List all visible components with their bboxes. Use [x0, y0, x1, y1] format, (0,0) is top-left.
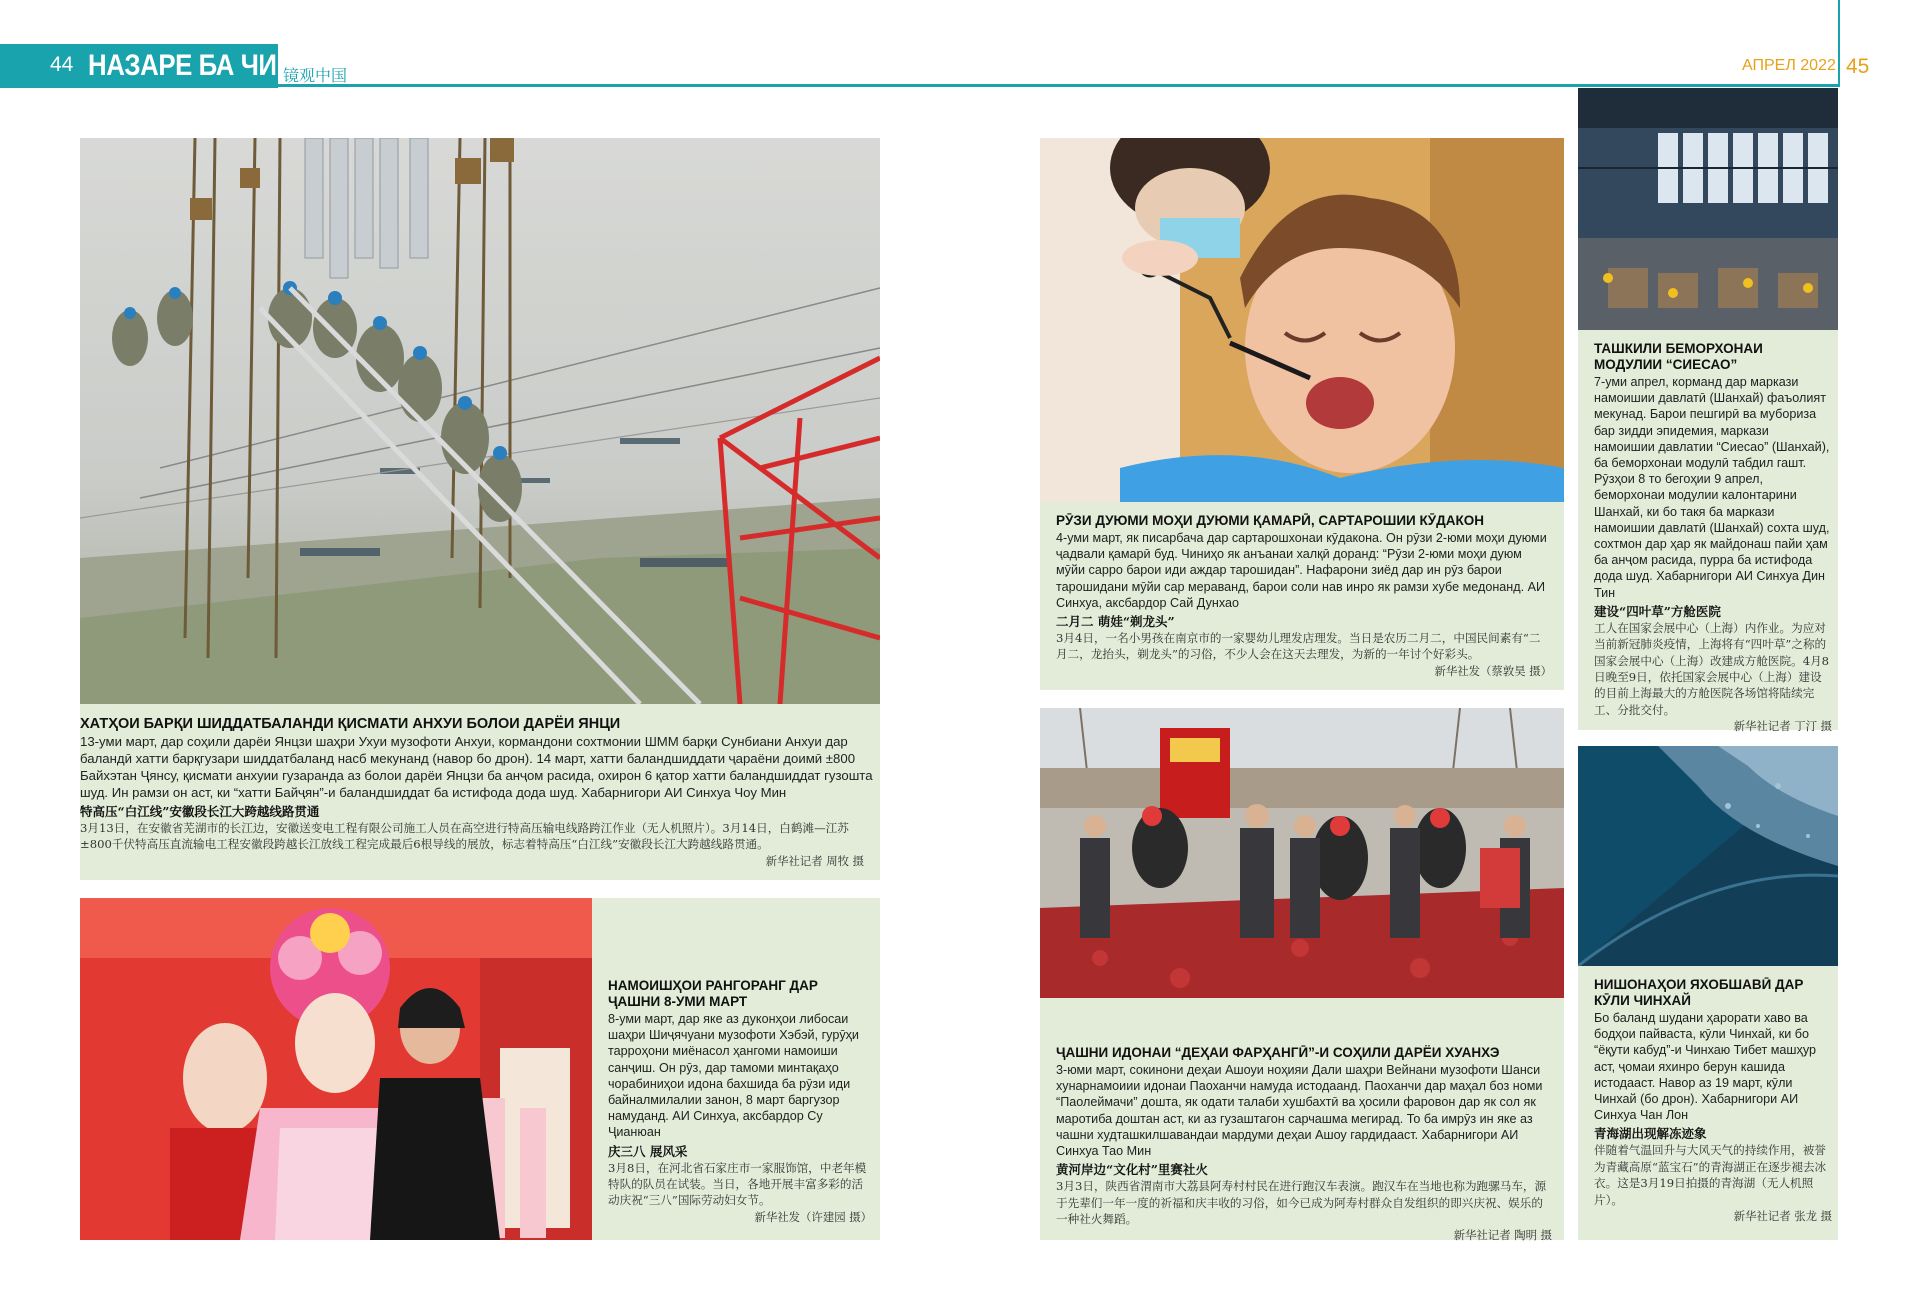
story-credit: 新华社记者 丁汀 摄: [1733, 719, 1832, 734]
story-credit: 新华社发（许建园 摄）: [754, 1209, 872, 1224]
caption-festival: [1056, 1045, 1552, 1243]
story-zh-body: 工人在国家会展中心（上海）内作业。为应对当前新冠肺炎疫情，上海将有“四叶草”之称的国家会展中心（上海）改建成方舱医院。4月8日晚至9日，依托国家会展中心（上海）建设的目前上海最大的方舱医院各场馆将陆续完工、分批交付。: [1594, 620, 1830, 717]
story-title: ТАШКИЛИ БЕМОРХОНАИ МОДУЛИИ “СИЕСАО”: [1594, 341, 1763, 372]
story-zh-title: 特高压“白江线”安徽段长江大跨越线路贯通: [80, 804, 320, 819]
story-body: Бо баланд шудани ҳарорати хаво ва бодҳои пайваста, кӯли Чинхай, ки бо “ёқути кабуд”-и Чинхаю Тибет машҳур аст, ҷомаи яхинро берун кашида истодааст. Навор аз 19 март, кӯли Чинхай (бо дрон). Хабарнигори АИ Синхуа Чан Лон: [1594, 1011, 1816, 1123]
story-zh-title: 建设“四叶草”方舱医院: [1594, 603, 1721, 619]
story-zh-title: 庆三八 展风采: [608, 1143, 688, 1159]
story-body: 13-уми март, дар соҳили дарёи Янцзи шаҳри Ухуи музофоти Анхуи, кормандони сохтмонии ШММ барқи Сунбиани Анхуи дар баландӣ хатти барқгузари шиддатбаланд насб мекунанд (навор бо дрон). 14 март, хатти баландшиддати ҷараёни доимӣ ±800 Байхэтан Ҷянсу, қисмати анхуии гузаранда аз болои дарёи Янцзи ба анҷом расида, охирон 6 қатор хатти баландшиддат гузошта шуд. Ин рамзи он аст, ки “хатти Байҷян”-и баландшиддат ба истифода дода шуд. Хабарнигори АИ Синхуа Чоу Мин: [80, 734, 873, 800]
story-zh-body: 3月8日，在河北省石家庄市一家服饰馆，中老年模特队的队员在试装。当日，各地开展丰富多彩的活动庆祝“三八”国际劳动妇女节。: [608, 1160, 867, 1208]
story-zh-title: 黄河岸边“文化村”里赛社火: [1056, 1162, 1208, 1178]
photo-festival-cart-horses: [1040, 708, 1564, 998]
issue-date: АПРЕЛ 2022: [1742, 57, 1836, 74]
photo-lake-ice-drone: [1578, 746, 1838, 966]
story-zh-body: 3月4日，一名小男孩在南京市的一家婴幼儿理发店理发。当日是农历二月二，中国民间素有“二月二，龙抬头，剃龙头”的习俗，不少人会在这天去理发，为新的一年讨个好彩头。: [1056, 631, 1541, 662]
photo-power-line-workers: [80, 138, 880, 704]
story-zh-title: 青海湖出现解冻迹象: [1594, 1126, 1707, 1142]
right-header-rule-vertical: [1838, 0, 1840, 87]
caption-hospital: [1594, 341, 1832, 734]
header-rule: [0, 84, 1840, 87]
story-body: 3-юми март, сокинони деҳаи Ашоуи ноҳияи Дали шаҳри Вейнани музофоти Шанси хунарнамоиии идонаи Паоханчи намуда истодаанд. Паоханчи дар маҳал боз номи “Паолеймачи” дошта, як одати талаби хушбахтӣ ва ҳосили фаровон дар як сол як маротиба доштан аст, ки аз гузаштагон сарчашма мегирад. То ба имрӯз ин яке аз чашни худташкилшавандаи мардуми деҳаи Ашоу гардидааст. Хабарнигори АИ Синхуа Тао Мин: [1056, 1063, 1543, 1159]
right-page-number: 45: [1846, 55, 1870, 78]
caption-costume: [608, 978, 872, 1225]
story-zh-title: 二月二 萌娃“剃龙头”: [1056, 614, 1175, 630]
story-title: ҶАШНИ ИДОНАИ “ДЕҲАИ ФАРҲАНГӢ”-И СОҲИЛИ ДАРЁИ ХУАНХЭ: [1056, 1045, 1500, 1060]
photo-opera-costume: [80, 898, 592, 1240]
story-title: ХАТҲОИ БАРҚИ ШИДДАТБАЛАНДИ ҚИСМАТИ АНХУИ БОЛОИ ДАРЁИ ЯНЦИ: [80, 716, 621, 732]
story-zh-body: 3月3日，陕西省渭南市大荔县阿寿村村民在进行跑汉车表演。跑汉车在当地也称为跑骡马车，源于先辈们一年一度的祈福和庆丰收的习俗，如今已成为阿寿村群众自发组织的即兴庆祝、娱乐的一种社火舞蹈。: [1056, 1179, 1547, 1227]
story-title: НИШОНАҲОИ ЯХОБШАВӢ ДАР КӮЛИ ЧИНХАЙ: [1594, 977, 1804, 1008]
story-credit: 新华社记者 陶明 摄: [1453, 1228, 1552, 1243]
story-credit: 新华社记者 周牧 摄: [765, 853, 864, 868]
story-zh-body: 3月13日，在安徽省芜湖市的长江边，安徽送变电工程有限公司施工人员在高空进行特高压输电线路跨江作业（无人机照片）。3月14日，白鹤滩—江苏±800千伏特高压直流输电工程安徽段跨越长江放线工程完成最后6根导线的展放，标志着特高压“白江线”安徽段长江大跨越线路贯通。: [80, 821, 849, 852]
story-body: 4-уми март, як писарбача дар сартарошхонаи кӯдакона. Он рӯзи 2-юми моҳи дуюми ҷадвали қамарӣ буд. Чиниҳо як анъанаи халқӣ доранд: “Рӯзи 2-юми моҳи дуюм мӯйи сарро барои иди аждар тарошидан”. Нафарони зиёд дар ин рӯз барои тарошидани мӯйи сар мераванд, барои соли нав инро як рамзи хубе медонанд. АИ Синхуа, аксбардор Сай Дунхао: [1056, 531, 1547, 610]
story-body: 8-уми март, дар яке аз дуконҳои либосаи шаҳри Шиҷячуани музофоти Хэбэй, гурӯҳи тарроҳони миёнасол ҳангоми намоиши санҷиш. Он рӯз, дар тамоми минтақаҳо чорабиниҳои идона бахшида ба рӯзи иди байналмилалии занон, 8 март баргузор намуданд. АИ Синхуа, аксбардор Су Ҷианюан: [608, 1012, 859, 1140]
caption-powerline: [80, 716, 880, 869]
caption-haircut: [1056, 513, 1552, 679]
left-section-title: НАЗАРЕ БА ЧИН: [88, 49, 295, 82]
story-credit: 新华社记者 张龙 摄: [1733, 1209, 1832, 1224]
caption-lake: [1594, 977, 1832, 1224]
story-body: 7-уми апрел, корманд дар маркази намоишии давлатӣ (Шанхай) фаъолият мекунад. Барои пешгирӣ ва мубориза бар зидди эпидемия, маркази намоишии давлатии “Сиесао” (Шанхай), ба беморхонаи модулӣ табдил гашт. Рӯзҳои 8 то бегоҳии 9 апрел, беморхонаи модулии калонтарини Шанхай, ки бо такя ба маркази намоишии давлатӣ (Шанхай) сохта шуд, сохтмон дар ҳар як майдонаш пайи ҳам ба анҷом расида, пурра ба истифода дода шуд. Хабарнигори АИ Синхуа Дин Тин: [1594, 375, 1830, 600]
left-section-chinese: 镜观中国: [283, 66, 348, 85]
story-zh-body: 伴随着气温回升与大风天气的持续作用，被誉为青藏高原“蓝宝石”的青海湖正在逐步褪去冰衣。这是3月19日拍摄的青海湖（无人机照片）。: [1594, 1143, 1827, 1207]
story-title: НАМОИШҲОИ РАНГОРАНГ ДАР ҶАШНИ 8-УМИ МАРТ: [608, 978, 818, 1009]
story-credit: 新华社发（蔡敦昊 摄）: [1434, 663, 1552, 678]
photo-crying-toddler-haircut: [1040, 138, 1564, 502]
photo-modular-hospital-hall: [1578, 88, 1838, 330]
left-page-number: 44: [50, 53, 74, 76]
story-title: РӮЗИ ДУЮМИ МОҲИ ДУЮМИ ҚАМАРӢ, САРТАРОШИИ КӮДАКОН: [1056, 513, 1484, 528]
